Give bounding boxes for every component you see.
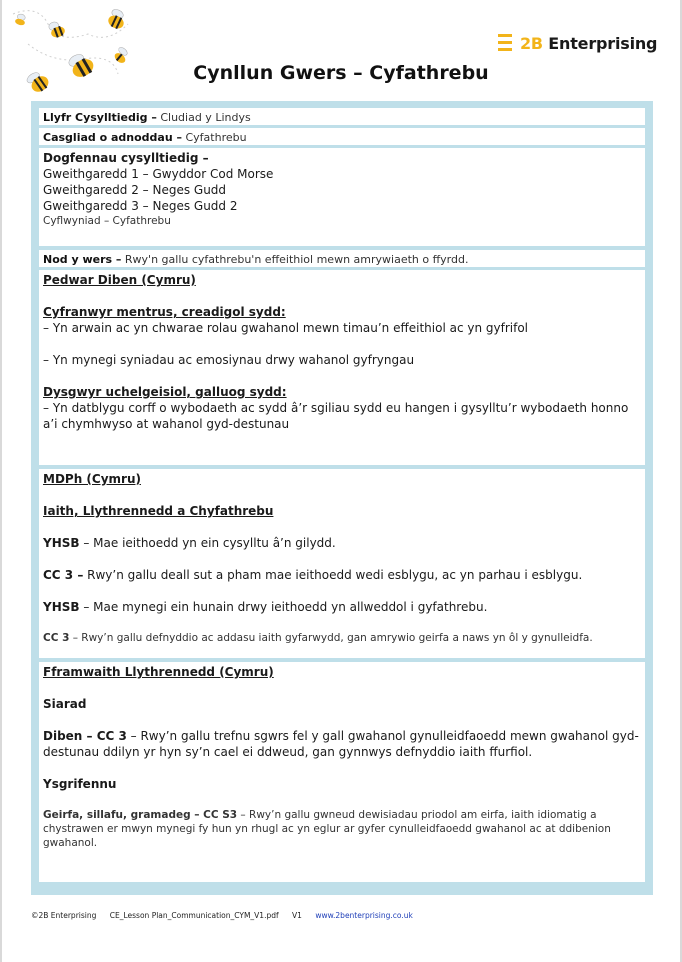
row-lesson-aim: Nod y wers – Rwy'n gallu cyfathrebu'n effeithiol mewn amrywiaeth o ffyrdd. — [39, 250, 645, 267]
row-resource-collection: Casgliad o adnoddau – Cyfathrebu — [39, 128, 645, 145]
subheading: Siarad — [43, 697, 87, 711]
aole-item: CC 3 – Rwy’n gallu defnyddio ac addasu iaith gyfarwydd, gan amrywio geirfa a naws yn ôl y gynulleidfa. — [43, 632, 593, 644]
lesson-plan-table — [31, 101, 653, 895]
section-four-purposes — [39, 270, 645, 465]
aole-item: YHSB – Mae ieithoedd yn ein cysylltu â’n gilydd. — [43, 536, 336, 550]
logo-text: 2B Enterprising — [520, 33, 658, 53]
section-heading: Fframwaith Llythrennedd (Cymru) — [43, 665, 274, 679]
document-item: Gweithgaredd 3 – Neges Gudd 2 — [43, 199, 238, 213]
section-aole — [39, 469, 645, 658]
purpose-line: – Yn mynegi syniadau ac emosiynau drwy wahanol gyfryngau — [43, 353, 415, 367]
documents-label: Dogfennau cysylltiedig – — [43, 151, 209, 165]
footer-copyright: ©2B Enterprising — [31, 911, 97, 920]
footer-version: V1 — [292, 911, 302, 920]
brand-logo[interactable] — [496, 28, 657, 58]
document-item: Gweithgaredd 2 – Neges Gudd — [43, 183, 227, 197]
section-heading: Pedwar Diben (Cymru) — [43, 273, 196, 287]
document-item: Gweithgaredd 1 – Gwyddor Cod Morse — [43, 167, 274, 181]
literacy-item: Diben – CC 3 – Rwy’n gallu trefnu sgwrs fel y gall gwahanol gynulleidfaoedd mewn gwahanol gyd-destunau ddilyn yr hyn sy’n cael ei ddweud, gan gynnwys defnyddio iaith ffurfiol. — [43, 729, 639, 759]
document-item: Cyflwyniad – Cyfathrebu — [43, 215, 171, 227]
row-linked-documents — [39, 148, 645, 246]
subheading: Cyfranwyr mentrus, creadigol sydd: — [43, 305, 286, 319]
aole-item: CC 3 – Rwy’n gallu deall sut a pham mae ieithoedd wedi esblygu, ac yn parhau i esblygu. — [43, 568, 583, 582]
literacy-item: Geirfa, sillafu, gramadeg – CC S3 – Rwy’n gallu gwneud dewisiadau priodol am eirfa, iaith idiomatig a chystrawen er mwyn mynegi fy hun yn rhugl ac yn eglur ar gyfer cynulleidfaoedd gwahanol ac at ddibenion gwahanol. — [43, 809, 611, 849]
section-heading: MDPh (Cymru) — [43, 472, 141, 486]
row-linked-book: Llyfr Cysylltiedig – Cludiad y Lindys — [39, 108, 645, 125]
bees-decoration — [8, 4, 143, 104]
page-edge-left — [0, 0, 2, 962]
section-literacy-framework — [39, 662, 645, 882]
footer-website-link[interactable]: www.2benterprising.co.uk — [315, 911, 413, 920]
bee-icon — [14, 13, 27, 26]
logo-mark-icon — [496, 30, 516, 56]
subheading: Iaith, Llythrennedd a Chyfathrebu — [43, 504, 274, 518]
purpose-line: – Yn datblygu corff o wybodaeth ac sydd â’r sgiliau sydd eu hangen i gysylltu’r wybodaeth honno a’i chymhwyso at wahanol gyd-destunau — [43, 401, 629, 431]
aole-item: YHSB – Mae mynegi ein hunain drwy ieithoedd yn allweddol i gyfathrebu. — [43, 600, 488, 614]
footer-filename: CE_Lesson Plan_Communication_CYM_V1.pdf — [109, 911, 279, 920]
subheading: Ysgrifennu — [43, 777, 117, 791]
page-title: Cynllun Gwers – Cyfathrebu — [193, 62, 489, 84]
purpose-line: – Yn arwain ac yn chwarae rolau gwahanol mewn timau’n effeithiol ac yn gyfrifol — [43, 321, 529, 335]
subheading: Dysgwyr uchelgeisiol, galluog sydd: — [43, 385, 287, 399]
page-footer — [31, 911, 424, 920]
